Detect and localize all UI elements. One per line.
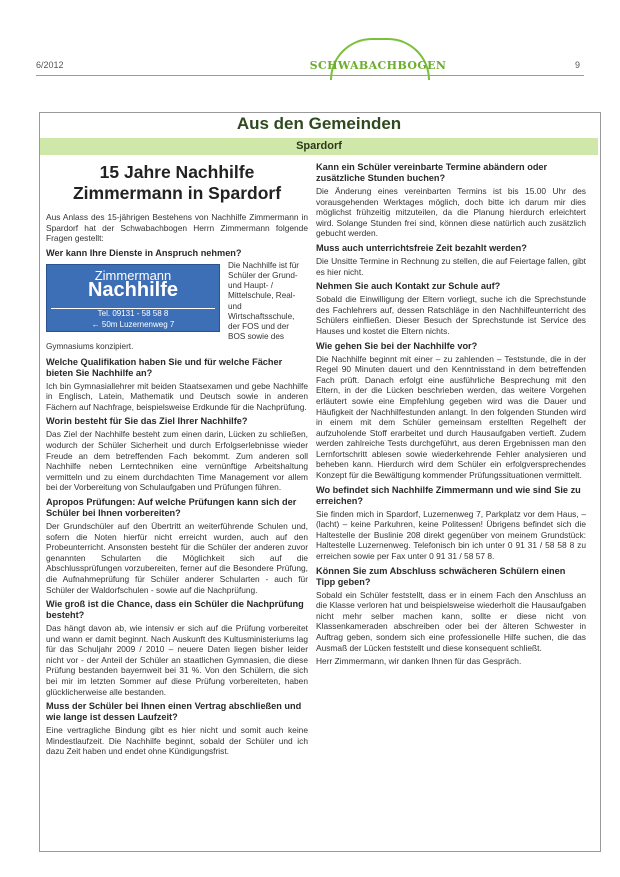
question: Muss auch unterrichtsfreie Zeit bezahlt werden? — [316, 242, 527, 253]
answer: Sobald ein Schüler feststellt, dass er in einem Fach den Anschluss an die Klasse verloren hat und beispielsweise wiederholt die Hausaufgaben nicht mehr selber machen kann, sollte er diese nicht von Klassenkameraden abschreiben oder bei der älteren Schwester in Auftrag geben, sondern sich eine professionelle Hilfe suchen, die das Ausmaß der Lücken feststellt und diese konsequent schließt. — [316, 589, 586, 653]
sign-distance: ← 50m Luzernenweg 7 — [91, 319, 175, 329]
question: Wer kann Ihre Dienste in Anspruch nehmen? — [46, 247, 242, 258]
question: Können Sie zum Abschluss schwächeren Schülern einen Tipp geben? — [316, 565, 566, 587]
answer: Sobald die Einwilligung der Eltern vorliegt, suche ich die Sprechstunde des Fachlehrers auf, dessen Ratschläge in den Nachhilfeunterricht des Schülers einfließen. Dieser Besuch der Sprechstunde ist Service des Hauses und kostet die Eltern nichts. — [316, 294, 586, 336]
answer: Sie finden mich in Spardorf, Luzernenweg 7, Parkplatz vor dem Haus, – (lacht) – keine Parkuhren, keine Politessen! Übrigens befindet sich die Haltestelle der Buslinie 208 direkt gegenüber von meinem Grundstück: Haltestelle Luzernenweg. Telefonisch bin ich unter 0 91 31 / 58 58 8 zu erreichen sowie per Fax unter 0 91 31 / 58 57 8. — [316, 508, 586, 562]
answer: Die Nachhilfe ist für Schüler der Grund- und Haupt- / Mittelschule, Real- und Wirtschaftsschule, der FOS und der BOS sowie des Gymnasiums konzipiert. — [46, 260, 299, 352]
issue-date: 6/2012 — [36, 60, 64, 70]
question: Kann ein Schüler vereinbarte Termine abändern oder zusätzliche Stunden buchen? — [316, 162, 548, 183]
sign-line2: Nachhilfe — [87, 278, 179, 301]
article-title — [46, 162, 308, 204]
question: Worin besteht für Sie das Ziel Ihrer Nachhilfe? — [46, 416, 248, 427]
header-divider — [36, 75, 584, 76]
section-subtitle: Spardorf — [296, 140, 342, 152]
answer: Ich bin Gymnasiallehrer mit beiden Staatsexamen und gebe Nachhilfe in Englisch, Latein, Mathematik und Deutsch sowie in anderen Fächern auf Nachfrage, beispielsweise Erdkunde für die Nachprüfung. — [46, 380, 308, 412]
article-intro: Aus Anlass des 15-jährigen Bestehens von Nachhilfe Zimmermann in Spardorf hat der Schwabachbogen Herrn Zimmermann folgende Fragen gestellt: — [46, 212, 308, 244]
logo-text: SCHWABACHBOGEN — [309, 59, 447, 72]
question: Muss der Schüler bei Ihnen einen Vertrag abschließen und wie lange ist dessen Laufzeit? — [46, 701, 302, 723]
answer: Die Unsitte Termine in Rechnung zu stellen, die auf Feiertage fallen, gibt es hier nicht. — [316, 255, 586, 277]
question: Welche Qualifikation haben Sie und für welche Fächer bieten Sie Nachhilfe an? — [46, 356, 283, 378]
sign-line1: Zimmermann — [94, 267, 172, 283]
question: Wo befindet sich Nachhilfe Zimmermann und wie sind Sie zu erreichen? — [316, 484, 581, 506]
sign-phone: Tel. 09131 - 58 58 8 — [97, 308, 169, 318]
right-column — [316, 162, 586, 670]
section-subtitle-bar — [40, 138, 598, 155]
answer: Das hängt davon ab, wie intensiv er sich auf die Prüfung vorbereitet und wann er damit beginnt. Nach Auskunft des Kultusministeriums lag für das Schuljahr 2009 / 2010 – neuere Daten liegen bisher leider nicht vor - der Anteil der Schüler an staatlichen Gymnasien, die diese Prüfung bestanden bayernweit bei 31 %. Von den Schülern, die sich bei mir im letzten Sommer auf diese Prüfung vorbereiteten, haben glücklicherweise alle bestanden. — [46, 623, 308, 697]
article-title-line2: Zimmermann in Spardorf — [72, 183, 282, 203]
left-column — [46, 162, 308, 760]
article-title-line1: 15 Jahre Nachhilfe — [99, 162, 255, 182]
nachhilfe-sign-image — [46, 264, 220, 332]
answer: Die Änderung eines vereinbarten Termins ist bis 15.00 Uhr des vorausgehenden Werktages möglich, doch bitte ich darum mir dies möglichst frühzeitig mitzuteilen, da die Planung hierdurch erleichtert wird. Solange Stunden frei sind, können diese natürlich auch zusätzlich gebucht werden. — [316, 186, 586, 239]
sign-and-answer — [46, 261, 308, 353]
closing-line: Herr Zimmermann, wir danken Ihnen für das Gespräch. — [316, 656, 522, 667]
question: Apropos Prüfungen: Auf welche Prüfungen kann sich der Schüler bei Ihnen vorbereiten? — [46, 496, 297, 518]
question: Wie gehen Sie bei der Nachhilfe vor? — [316, 340, 478, 351]
answer: Das Ziel der Nachhilfe besteht zum einen darin, Lücken zu schließen, wodurch der Schüler Sicherheit und durch Erfolgserlebnisse wieder Freude an dem betreffenden Fach bekommt. Zum anderen soll Nachhilfe neben Lerntechniken eine vernünftige Arbeitshaltung vermitteln und zu einem durchdachten Time Management vor allem bei der Vorbereitung von Schulaufgaben und Prüfungen führen. — [46, 429, 308, 493]
answer: Eine vertragliche Bindung gibt es hier nicht und somit auch keine Mindestlaufzeit. Die Nachhilfe beginnt, sobald der Schüler und ich dazu Zeit haben und endet ohne Kündigungsfrist. — [46, 725, 308, 757]
magazine-logo — [308, 36, 448, 76]
section-title: Aus den Gemeinden — [236, 114, 402, 133]
question: Wie groß ist die Chance, dass ein Schüler die Nachprüfung besteht? — [46, 599, 304, 621]
question: Nehmen Sie auch Kontakt zur Schule auf? — [316, 281, 501, 292]
answer: Der Grundschüler auf den Übertritt an weiterführende Schulen und, sofern die Noten hierfür nicht erreicht wurden, auch auf den Probeunterricht. Ansonsten besteht für die Schüler der anderen zuvor genannten Schularten die Möglichkeit sich auf die Abschlussprüfungen vorzubereiten, ferner auf die Besondere Prüfung, die Aufnahmeprüfung für Schüler anderer Schularten - auch für Schüler der Waldorfschulen - sowie auf die Nachprüfung. — [46, 520, 308, 595]
answer: Die Nachhilfe beginnt mit einer – zu zahlenden – Teststunde, die in der Regel 90 Minuten dauert und den Kenntnisstand in dem betreffenden Fach prüft. Danach erfolgt eine ausführliche Besprechung mit den Eltern, in der die Lücken beschrieben werden, das weitere Vorgehen erläutert sowie eine Empfehlung gegeben wird was die Dauer und Häufigkeit der Nachhilfestunden anlangt. In den folgenden Stunden wird in einem mit dem Schüler gemeinsam erstellten Regelheft der aufzuholende Stoff erarbeitet und durch Hausaufgaben vertieft. Zudem werden zahlreiche Tests durchgeführt, aus deren Ergebnissen man den Lernfortschritt ablesen sowie wiederkehrende Fehler analysieren und beheben kann. Hierdurch wird dem Schüler ein erfolgversprechendes Konzept für die Bewältigung kommender Prüfungssituationen vermittelt. — [316, 353, 586, 481]
page-number: 9 — [574, 60, 580, 70]
